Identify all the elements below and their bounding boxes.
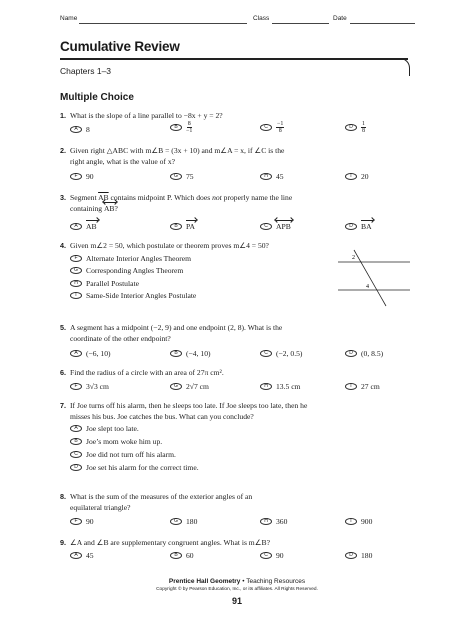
option-c[interactable]: C APB — [260, 221, 291, 232]
question-number: 9. — [60, 538, 66, 547]
answer-bubble[interactable]: H — [260, 383, 272, 390]
name-line — [79, 23, 247, 24]
transversal-line — [354, 250, 386, 306]
option-h[interactable]: H Parallel Postulate — [70, 277, 415, 290]
option-a[interactable]: A AB — [70, 221, 97, 232]
page-title: Cumulative Review — [60, 39, 180, 54]
question-3 — [60, 192, 415, 232]
footer-book-line — [0, 578, 474, 585]
option-i[interactable]: I Same-Side Interior Angles Postulate — [70, 290, 415, 303]
question-number: 6. — [60, 368, 66, 377]
answer-bubble[interactable]: C — [260, 552, 272, 559]
date-line — [350, 23, 415, 24]
page-subtitle: Chapters 1–3 — [60, 66, 112, 76]
option-h[interactable]: H 360 — [260, 516, 287, 527]
footer-bullet: • — [242, 578, 245, 585]
answer-bubble[interactable]: B — [170, 552, 182, 559]
resource-title: Teaching Resources — [246, 578, 306, 585]
answer-bubble[interactable]: B — [170, 124, 182, 131]
option-i[interactable]: I 900 — [345, 516, 372, 527]
answer-bubble[interactable]: I — [345, 383, 357, 390]
answer-bubble[interactable]: D — [345, 124, 357, 131]
title-rule — [60, 58, 408, 60]
question-1 — [60, 110, 415, 140]
question-text: Segment $\overline{AB}$ contains midpoint P. Which does not properly name the line containing AB? — [70, 193, 293, 213]
question-text: Given m∠2 = 50, which postulate or theorem proves m∠4 = 50? — [70, 241, 269, 250]
answer-bubble[interactable]: I — [345, 518, 357, 525]
answer-bubble[interactable]: B — [170, 223, 182, 230]
fraction: $\frac{8}{-1}$ — [186, 121, 193, 134]
question-number: 2. — [60, 146, 66, 155]
answer-bubble[interactable]: B — [170, 350, 182, 357]
answer-bubble[interactable]: A — [70, 552, 82, 559]
answer-bubble[interactable]: H — [260, 518, 272, 525]
question-text: Given right △ABC with m∠B = (3x + 10) and m∠A = x, if ∠C is the right angle, what is the value of x? — [70, 146, 285, 166]
option-b[interactable]: B (−4, 10) — [170, 348, 211, 359]
option-d[interactable]: D (0, 8.5) — [345, 348, 383, 359]
fraction: $\frac{-1}{8}$ — [277, 121, 284, 134]
option-a[interactable]: A (−6, 10) — [70, 348, 111, 359]
option-a[interactable]: A 8 — [70, 124, 90, 135]
option-a[interactable]: A Joe slept too late. — [70, 422, 415, 435]
answer-bubble[interactable]: I — [70, 292, 82, 299]
section-heading: Multiple Choice — [60, 92, 134, 103]
option-c[interactable]: C Joe did not turn off his alarm. — [70, 448, 415, 461]
class-line — [272, 23, 329, 24]
question-text: A segment has a midpoint (−2, 9) and one endpoint (2, 8). What is the coordinate of the other endpoint? — [70, 323, 283, 343]
option-i[interactable]: I 20 — [345, 171, 369, 182]
question-text: What is the slope of a line parallel to −8x + y = 2? — [70, 111, 223, 120]
page-number: 91 — [231, 596, 242, 606]
question-number: 4. — [60, 241, 66, 250]
answer-bubble[interactable]: G — [170, 518, 182, 525]
answer-bubble[interactable]: G — [170, 173, 182, 180]
book-title: Prentice Hall Geometry — [168, 578, 241, 585]
option-c[interactable]: C (−2, 0.5) — [260, 348, 302, 359]
answer-bubble[interactable]: G — [170, 383, 182, 390]
title-rule-corner — [398, 58, 410, 76]
date-label: Date — [333, 15, 347, 22]
question-8 — [60, 491, 415, 529]
option-b[interactable]: B Joe’s mom woke him up. — [70, 435, 415, 448]
fraction: $\frac{1}{8}$ — [362, 121, 365, 134]
header-fields — [60, 13, 415, 27]
angle-label-2: 2 — [352, 255, 355, 261]
answer-bubble[interactable]: F — [70, 173, 82, 180]
option-a[interactable]: A 45 — [70, 550, 94, 561]
question-5 — [60, 322, 415, 360]
answer-bubble[interactable]: F — [70, 518, 82, 525]
answer-bubble[interactable]: C — [260, 124, 272, 131]
answer-bubble[interactable]: A — [70, 223, 82, 230]
answer-bubble[interactable]: D — [345, 350, 357, 357]
option-b[interactable]: B 60 — [170, 550, 194, 561]
copyright-notice: Copyright © by Pearson Education, Inc., or its affiliates. All Rights Reserved. — [156, 587, 318, 592]
option-g[interactable]: G Corresponding Angles Theorem — [70, 265, 415, 278]
option-h[interactable]: H 45 — [260, 171, 284, 182]
answer-bubble[interactable]: D — [70, 464, 82, 471]
question-text: What is the sum of the measures of the exterior angles of an equilateral triangle? — [70, 492, 253, 512]
option-f[interactable]: F Alternate Interior Angles Theorem — [70, 252, 415, 265]
question-6 — [60, 367, 415, 395]
answer-bubble[interactable]: C — [260, 350, 272, 357]
name-label: Name — [60, 15, 78, 22]
option-d[interactable]: D Joe set his alarm for the correct time. — [70, 461, 415, 474]
question-9 — [60, 537, 415, 565]
option-d[interactable]: D BA — [345, 221, 372, 232]
option-f[interactable]: F 3√3 cm — [70, 381, 109, 392]
class-label: Class — [253, 15, 270, 22]
answer-bubble[interactable]: C — [70, 451, 82, 458]
answer-bubble[interactable]: A — [70, 350, 82, 357]
option-b[interactable] — [170, 121, 192, 134]
answer-bubble[interactable]: F — [70, 383, 82, 390]
question-text: ∠A and ∠B are supplementary congruent angles. What is m∠B? — [70, 538, 270, 547]
option-d[interactable]: D 180 — [345, 550, 372, 561]
answer-bubble[interactable]: A — [70, 425, 82, 432]
option-d[interactable] — [345, 121, 366, 134]
parallel-lines-figure — [336, 248, 412, 308]
question-number: 1. — [60, 111, 66, 120]
answer-bubble[interactable]: H — [260, 173, 272, 180]
option-b[interactable]: B PA — [170, 221, 195, 232]
answer-bubble[interactable]: D — [345, 552, 357, 559]
answer-bubble[interactable]: G — [70, 267, 82, 274]
question-number: 3. — [60, 193, 66, 202]
option-c[interactable]: C 90 — [260, 550, 284, 561]
option-g[interactable]: G 75 — [170, 171, 194, 182]
question-2 — [60, 145, 415, 183]
angle-label-4: 4 — [366, 284, 369, 290]
option-f[interactable]: F 90 — [70, 516, 94, 527]
answer-bubble[interactable]: H — [70, 280, 82, 287]
question-number: 7. — [60, 401, 66, 410]
answer-bubble[interactable]: A — [70, 126, 82, 133]
answer-bubble[interactable]: F — [70, 255, 82, 262]
question-number: 5. — [60, 323, 66, 332]
answer-bubble[interactable]: C — [260, 223, 272, 230]
question-text: If Joe turns off his alarm, then he sleeps too late. If Joe sleeps too late, then he misses his bus. Joe catches the bus. What can you conclude? — [70, 401, 308, 421]
option-i[interactable]: I 27 cm — [345, 381, 380, 392]
answer-bubble[interactable]: D — [345, 223, 357, 230]
option-c[interactable] — [260, 121, 284, 134]
answer-bubble[interactable]: B — [70, 438, 82, 445]
option-f[interactable]: F 90 — [70, 171, 94, 182]
question-7 — [60, 400, 415, 482]
answer-bubble[interactable]: I — [345, 173, 357, 180]
question-number: 8. — [60, 492, 66, 501]
option-g[interactable]: G 180 — [170, 516, 197, 527]
question-text: Find the radius of a circle with an area of 27π cm². — [70, 368, 224, 377]
option-h[interactable]: H 13.5 cm — [260, 381, 300, 392]
option-g[interactable]: G 2√7 cm — [170, 381, 209, 392]
